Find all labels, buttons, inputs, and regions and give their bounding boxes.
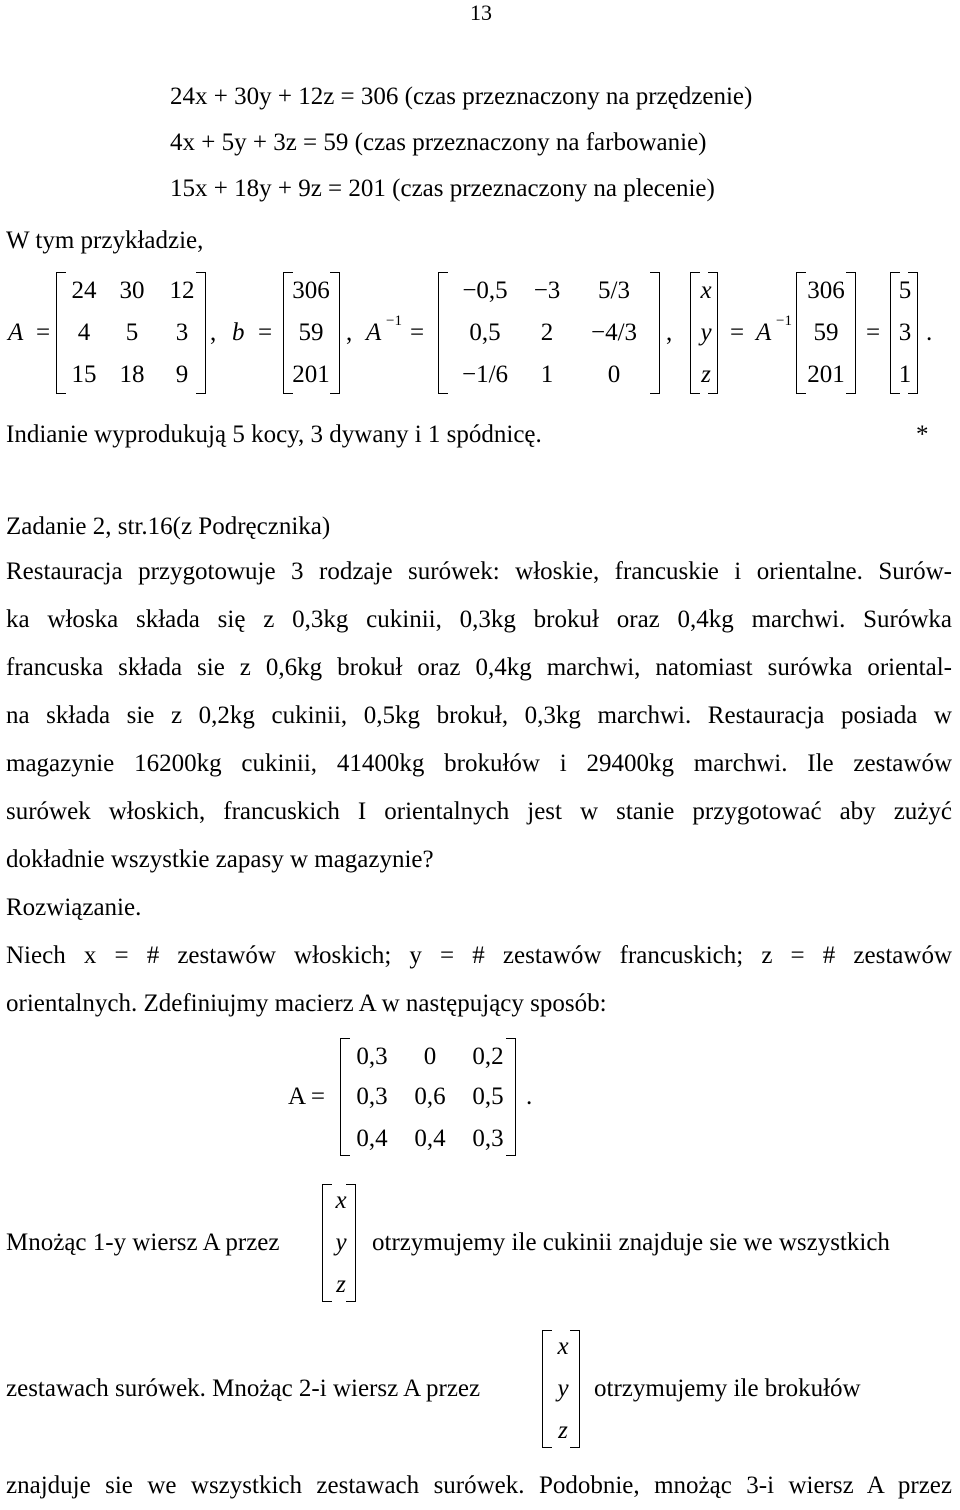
- solution-line: orientalnych. Zdefiniujmy macierz A w następujący sposób:: [6, 990, 607, 1017]
- matrix-Ainv-cell: 5/3: [598, 277, 630, 304]
- inverse-superscript: −1: [776, 313, 792, 329]
- matrix2-cell: 0,2: [472, 1043, 504, 1070]
- page-number: 13: [470, 0, 492, 25]
- comma: ,: [666, 319, 673, 346]
- vector-b2-cell: 59: [813, 319, 839, 346]
- equals-sign: =: [36, 319, 51, 346]
- mult1-vector-cell: y: [335, 1229, 347, 1256]
- matrix2-cell: 0,4: [414, 1125, 446, 1152]
- Ainv-label: A: [366, 319, 382, 346]
- equation-1: 24x + 30y + 12z = 306 (czas przeznaczony na przędzenie): [170, 83, 753, 110]
- last-line-block: [6, 1462, 952, 1510]
- vector-result-cell: 5: [898, 277, 912, 304]
- task-title: Zadanie 2, str.16(z Podręcznika): [6, 513, 331, 540]
- mult1-text-before: Mnożąc 1-y wiersz A przez: [6, 1229, 280, 1256]
- inverse-superscript: −1: [386, 313, 402, 329]
- equals-sign: =: [258, 319, 273, 346]
- matrix-Ainv-cell: 0: [607, 361, 621, 388]
- comma: ,: [346, 319, 353, 346]
- matrix-Ainv-right-bracket: [650, 272, 660, 394]
- b-label: b: [232, 319, 245, 346]
- vector-b-cell: 306: [292, 277, 330, 304]
- matrix-Ainv-cell: −1/6: [461, 361, 509, 388]
- matrix-Ainv-cell: −3: [533, 277, 561, 304]
- solution-label: Rozwiązanie.: [6, 894, 142, 921]
- matrix2-cell: 0,6: [414, 1083, 446, 1110]
- matrix-A-cell: 5: [125, 319, 139, 346]
- equals-sign: =: [410, 319, 425, 346]
- A-equals-label: A =: [288, 1083, 326, 1110]
- equals-sign: =: [866, 319, 881, 346]
- vector-xyz-cell: y: [700, 319, 712, 346]
- conclusion: Indianie wyprodukują 5 kocy, 3 dywany i 1 spódnicę.: [6, 421, 542, 448]
- A-label: A: [8, 319, 24, 346]
- solution-line: Niech x = # zestawów włoskich; y = # zestawów francuskich; z = # zestawów: [6, 942, 952, 969]
- matrix-A-cell: 30: [119, 277, 145, 304]
- matrix2-cell: 0,3: [356, 1043, 388, 1070]
- comma: ,: [210, 319, 217, 346]
- vector-b-cell: 201: [292, 361, 330, 388]
- matrix-A-cell: 18: [119, 361, 145, 388]
- task-line: Restauracja przygotowuje 3 rodzaje surówek: włoskie, francuskie i orientalne. Surów-: [6, 558, 952, 585]
- mult1-vector-cell: z: [336, 1271, 346, 1298]
- mult2-text-after: otrzymujemy ile brokułów: [594, 1375, 861, 1402]
- task-line: ka włoska składa się z 0,3kg cukinii, 0,3kg brokuł oraz 0,4kg marchwi. Surówka: [6, 606, 952, 633]
- task-description: [6, 548, 952, 1028]
- mult2-vector-cell: z: [558, 1417, 568, 1444]
- equals-sign: =: [730, 319, 745, 346]
- vector-xyz-cell: x: [700, 277, 712, 304]
- vector-result-cell: 1: [898, 361, 912, 388]
- matrix-Ainv-cell: 1: [540, 361, 554, 388]
- equation-2: 4x + 5y + 3z = 59 (czas przeznaczony na farbowanie): [170, 129, 707, 156]
- matrix-Ainv-cell: 2: [540, 319, 554, 346]
- matrix-A-cell: 9: [175, 361, 189, 388]
- period: .: [926, 319, 933, 346]
- end-asterisk: *: [916, 421, 929, 448]
- mult2-text-before: zestawach surówek. Mnożąc 2-i wiersz A przez: [6, 1375, 481, 1402]
- matrix-A-left-bracket: [56, 272, 66, 394]
- task-line: na składa sie z 0,2kg cukinii, 0,5kg brokuł, 0,3kg marchwi. Restauracja posiada w: [6, 702, 952, 729]
- matrix-A-cell: 12: [169, 277, 195, 304]
- matrix-A-cell: 24: [71, 277, 97, 304]
- matrix-Ainv-left-bracket: [438, 272, 448, 394]
- matrix-A-cell: 15: [71, 361, 97, 388]
- last-line: znajduje sie we wszystkich zestawach surówek. Podobnie, mnożąc 3-i wiersz A przez: [6, 1472, 952, 1499]
- vector-xyz-cell: z: [701, 361, 711, 388]
- task-line: francuska składa sie z 0,6kg brokuł oraz 0,4kg marchwi, natomiast surówka oriental-: [6, 654, 952, 681]
- matrix-Ainv-cell: 0,5: [469, 319, 501, 346]
- task-line: magazynie 16200kg cukinii, 41400kg brokułów i 29400kg marchwi. Ile zestawów: [6, 750, 952, 777]
- task-line: surówek włoskich, francuskich I orientalnych jest w stanie przygotować aby zużyć: [6, 798, 952, 825]
- mult2-vector-cell: y: [557, 1375, 569, 1402]
- matrix2-cell: 0,5: [472, 1083, 504, 1110]
- matrix-Ainv-cell: −4/3: [590, 319, 638, 346]
- Ainv-label: A: [756, 319, 772, 346]
- vector-result-cell: 3: [898, 319, 912, 346]
- matrix2-cell: 0,4: [356, 1125, 388, 1152]
- vector-b-cell: 59: [298, 319, 324, 346]
- matrix2-cell: 0: [423, 1043, 437, 1070]
- equation-3: 15x + 18y + 9z = 201 (czas przeznaczony na plecenie): [170, 175, 715, 202]
- matrix-Ainv-cell: −0,5: [462, 277, 508, 304]
- matrix2-cell: 0,3: [472, 1125, 504, 1152]
- example-intro: W tym przykładzie,: [6, 227, 204, 254]
- vector-b2-cell: 201: [807, 361, 845, 388]
- period: .: [526, 1083, 533, 1110]
- mult2-vector-cell: x: [557, 1333, 569, 1360]
- matrix-A-cell: 4: [77, 319, 91, 346]
- task-line: dokładnie wszystkie zapasy w magazynie?: [6, 846, 434, 873]
- matrix-A-cell: 3: [175, 319, 189, 346]
- mult1-text-after: otrzymujemy ile cukinii znajduje sie we wszystkich: [372, 1229, 890, 1256]
- matrix2-cell: 0,3: [356, 1083, 388, 1110]
- vector-b2-cell: 306: [807, 277, 845, 304]
- mult1-vector-cell: x: [335, 1187, 347, 1214]
- matrix2-left-bracket: [340, 1038, 350, 1156]
